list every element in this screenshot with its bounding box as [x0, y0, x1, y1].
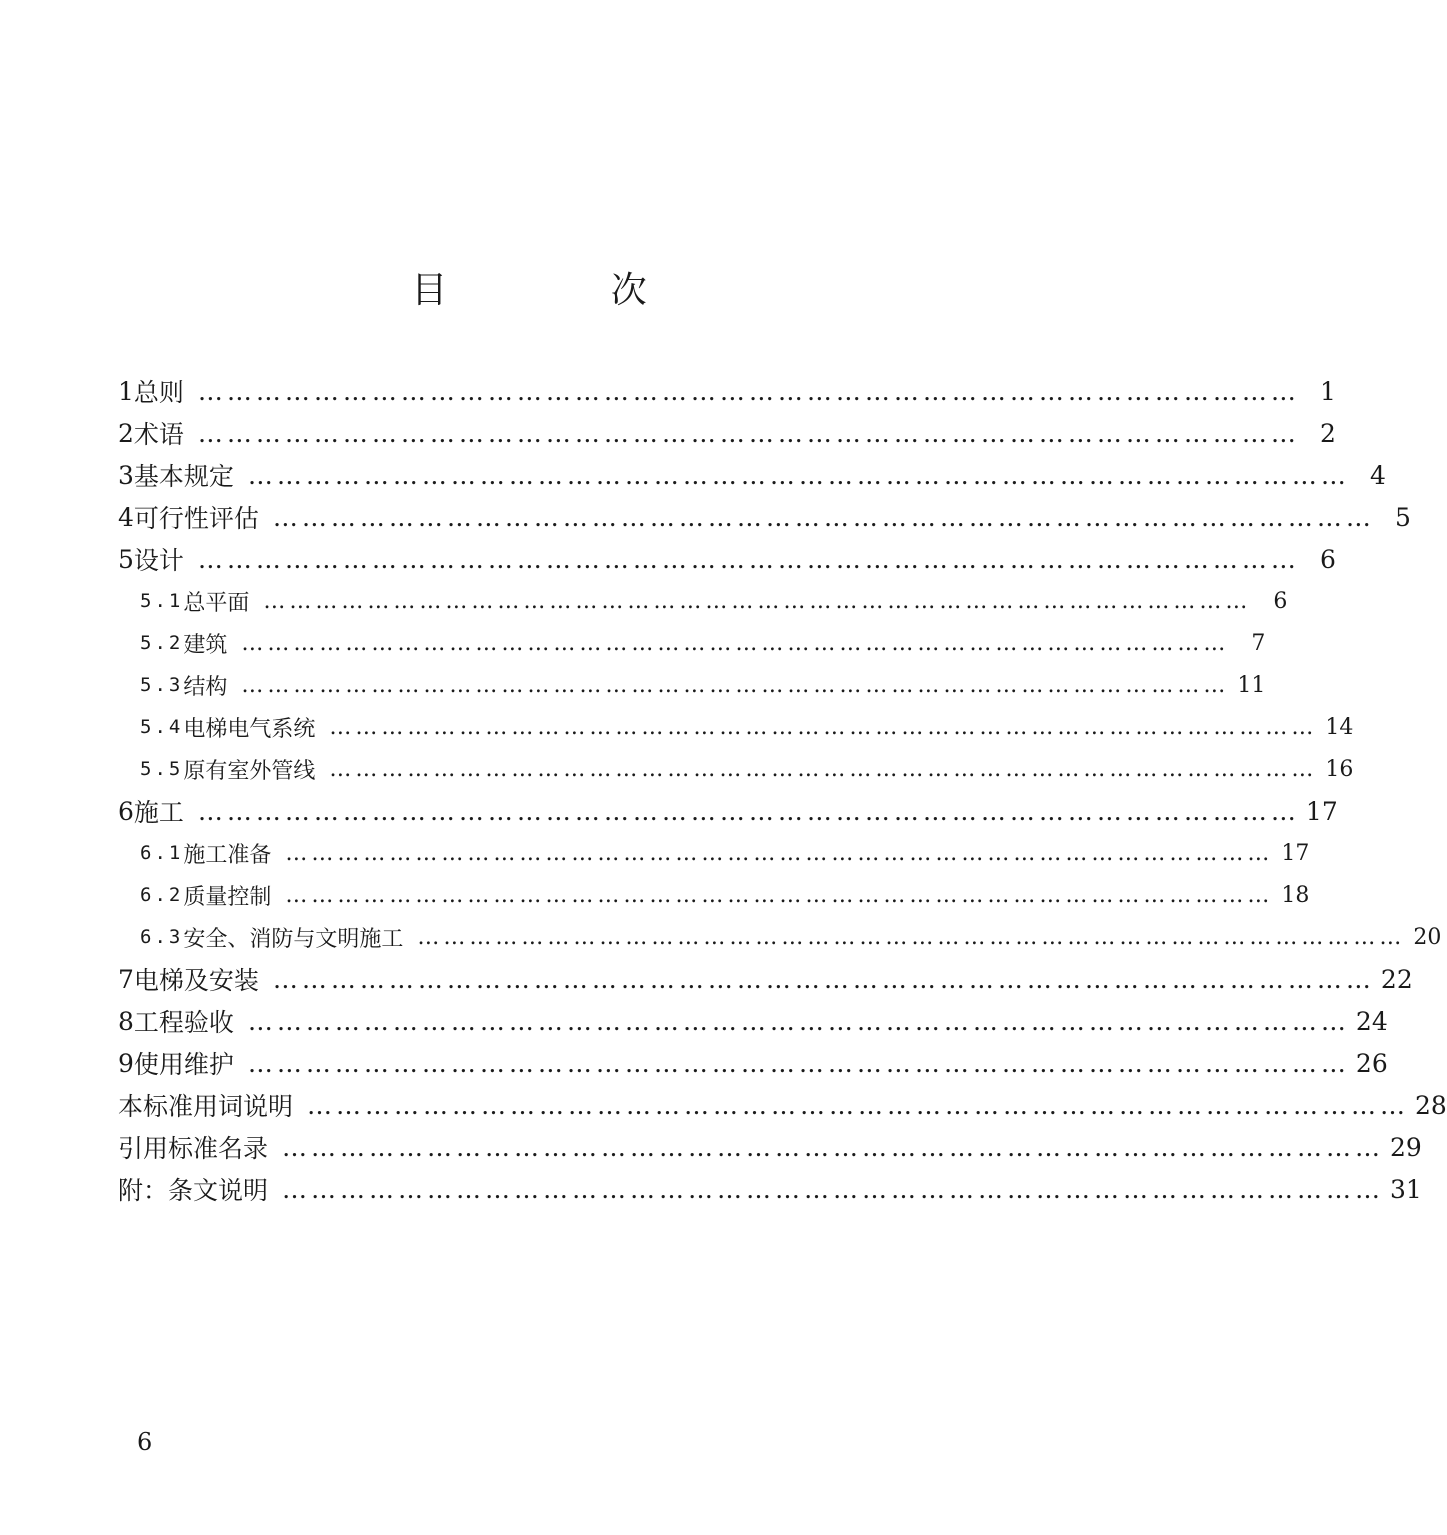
toc-page: 22 [1380, 964, 1413, 994]
toc-number: 2 [118, 418, 134, 448]
toc-number: 4 [118, 502, 134, 532]
toc-page: 31 [1390, 1174, 1422, 1204]
toc-page: 17 [1305, 796, 1338, 826]
toc-number: 8 [118, 1006, 134, 1036]
toc-leader: …………………………………………………………………………………………………… [282, 1174, 1385, 1204]
toc-number: 3 [118, 460, 134, 490]
toc-page: 26 [1355, 1048, 1388, 1078]
toc-number: 5.5 [140, 758, 184, 780]
toc-page: 7 [1251, 630, 1266, 656]
toc-label: 总则 [133, 378, 184, 407]
toc-entry[interactable] [118, 1042, 1388, 1084]
toc-entry[interactable] [118, 496, 1411, 538]
toc-page: 2 [1320, 418, 1336, 448]
toc-entry[interactable] [118, 790, 1338, 832]
toc-leader: …………………………………………………………………………………………………… [272, 964, 1375, 994]
toc-entry[interactable] [118, 916, 1442, 958]
toc-page: 18 [1281, 882, 1310, 908]
toc-entry[interactable] [118, 454, 1386, 496]
toc-label: 总平面 [183, 590, 250, 616]
toc-number: 1 [118, 376, 134, 406]
toc-leader: …………………………………………………………………………………………………… [241, 630, 1230, 656]
toc-entry[interactable] [118, 538, 1336, 580]
toc-entry[interactable] [118, 706, 1354, 748]
toc-label: 电梯及安装 [133, 966, 259, 995]
toc-number: 6.2 [140, 884, 184, 906]
toc-entry[interactable] [118, 664, 1266, 706]
toc-number: 6.3 [140, 926, 184, 948]
toc-entry[interactable] [118, 832, 1310, 874]
toc-number: 5.2 [140, 632, 184, 654]
toc-leader: …………………………………………………………………………………………………… [282, 1132, 1385, 1162]
toc-entry[interactable] [118, 412, 1336, 454]
toc-label: 电梯电气系统 [183, 716, 316, 742]
toc-page: 29 [1390, 1132, 1422, 1162]
toc-label: 引用标准名录 [118, 1134, 269, 1163]
toc-label: 施工准备 [183, 842, 272, 868]
toc-page: 11 [1237, 672, 1266, 698]
footer-page-number: 6 [137, 1428, 153, 1456]
toc-label: 质量控制 [183, 884, 272, 910]
toc-number: 7 [118, 964, 134, 994]
toc-leader: …………………………………………………………………………………………………… [197, 544, 1300, 574]
toc-leader: …………………………………………………………………………………………………… [285, 840, 1274, 866]
toc-entry[interactable] [118, 622, 1266, 664]
toc-entry[interactable] [118, 580, 1288, 622]
toc-entry[interactable] [118, 1000, 1388, 1042]
toc-page: 14 [1325, 714, 1354, 740]
toc-leader: …………………………………………………………………………………………………… [417, 924, 1406, 950]
toc-leader: …………………………………………………………………………………………………… [329, 714, 1318, 740]
toc-label: 设计 [133, 546, 184, 575]
toc-entry[interactable] [118, 1168, 1422, 1210]
toc-page: 16 [1325, 756, 1354, 782]
toc-label: 原有室外管线 [183, 758, 316, 784]
toc-label: 可行性评估 [133, 504, 259, 533]
toc-leader: …………………………………………………………………………………………………… [329, 756, 1318, 782]
toc-leader: …………………………………………………………………………………………………… [272, 502, 1375, 532]
toc-entry[interactable] [118, 1126, 1422, 1168]
toc-label: 安全、消防与文明施工 [183, 926, 404, 952]
toc-number: 9 [118, 1048, 134, 1078]
toc-leader: …………………………………………………………………………………………………… [241, 672, 1230, 698]
toc-number: 6.1 [140, 842, 184, 864]
toc-page: 1 [1320, 376, 1336, 406]
toc-label: 使用维护 [133, 1050, 234, 1079]
toc-page: 5 [1395, 502, 1411, 532]
toc-number: 5.3 [140, 674, 184, 696]
toc-label: 基本规定 [133, 462, 234, 491]
toc-leader: …………………………………………………………………………………………………… [197, 418, 1300, 448]
toc-entry[interactable] [118, 1084, 1447, 1126]
toc-page: 4 [1370, 460, 1386, 490]
toc-number: 6 [118, 796, 134, 826]
toc-label: 工程验收 [133, 1008, 234, 1037]
toc-leader: …………………………………………………………………………………………………… [247, 1048, 1350, 1078]
toc-label: 术语 [133, 420, 184, 449]
toc-page: 6 [1273, 588, 1288, 614]
toc-page: 28 [1415, 1090, 1447, 1120]
toc-label: 建筑 [183, 632, 228, 658]
toc-leader: …………………………………………………………………………………………………… [247, 460, 1350, 490]
toc-entry[interactable] [118, 748, 1354, 790]
toc-number: 5 [118, 544, 134, 574]
toc-entry[interactable] [118, 370, 1336, 412]
toc-label: 本标准用词说明 [118, 1092, 294, 1121]
toc-number: 5.4 [140, 716, 184, 738]
toc-label: 结构 [183, 674, 228, 700]
toc-label: 附：条文说明 [118, 1176, 269, 1205]
toc-leader: …………………………………………………………………………………………………… [197, 376, 1300, 406]
toc-leader: …………………………………………………………………………………………………… [247, 1006, 1350, 1036]
toc-entry[interactable] [118, 874, 1310, 916]
toc-page: 6 [1320, 544, 1336, 574]
toc-page: 17 [1281, 840, 1310, 866]
toc-leader: …………………………………………………………………………………………………… [263, 588, 1252, 614]
toc-leader: …………………………………………………………………………………………………… [285, 882, 1274, 908]
toc-number: 5.1 [140, 590, 184, 612]
table-of-contents [118, 370, 1447, 1210]
page-title: 目 次 [411, 270, 723, 311]
toc-leader: …………………………………………………………………………………………………… [197, 796, 1300, 826]
toc-page: 24 [1355, 1006, 1388, 1036]
toc-leader: …………………………………………………………………………………………………… [307, 1090, 1410, 1120]
toc-label: 施工 [133, 798, 184, 827]
toc-entry[interactable] [118, 958, 1413, 1000]
toc-page: 20 [1413, 924, 1442, 950]
